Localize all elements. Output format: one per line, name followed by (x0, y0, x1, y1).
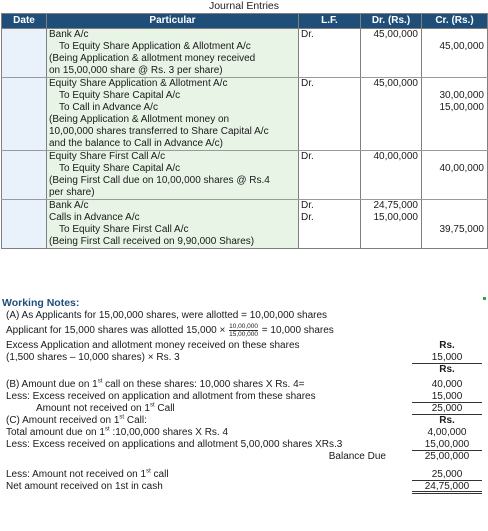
dr-cell (361, 78, 422, 151)
note-c-line2: Total amount due on 1st :10,00,000 shares X Rs. 4 4,00,000 (6, 426, 467, 438)
cr-cell-line (422, 151, 487, 163)
cr-cell-line (422, 78, 487, 90)
lf-cell-line (299, 65, 360, 77)
particular-cell-line: 10,00,000 shares transferred to Share Capital A/c (49, 126, 269, 137)
lf-cell-line (299, 90, 360, 102)
cr-cell-line (422, 29, 487, 41)
dr-cell-line (361, 114, 421, 126)
cr-cell-line (422, 65, 487, 77)
cr-cell (422, 29, 488, 78)
dr-cell-line (361, 53, 421, 65)
cr-cell-line (422, 175, 487, 187)
header-date: Date (2, 14, 47, 29)
cr-cell-line (422, 138, 487, 150)
cr-cell-line: 40,00,000 (439, 163, 484, 174)
cr-cell-line: 15,00,000 (439, 102, 484, 113)
note-c-balance: Balance Due 25,00,000 (328, 451, 470, 462)
note-c-line6: Net amount received on 1st in cash 24,75,000 (2, 481, 486, 493)
dr-cell-line (361, 163, 421, 175)
dr-cell-line (361, 90, 421, 102)
lf-cell (299, 151, 361, 200)
cr-cell-line (422, 187, 487, 199)
dr-cell-line (361, 175, 421, 187)
dr-cell-line: 15,00,000 (373, 212, 418, 223)
lf-cell (299, 200, 361, 249)
dr-cell-line (361, 65, 421, 77)
dr-cell-line: 40,00,000 (373, 151, 418, 162)
lf-cell-line: Dr. (301, 78, 314, 89)
journal-table (1, 13, 488, 249)
lf-cell (299, 29, 361, 78)
particular-cell-line: (Being Application & Allotment money on (49, 114, 230, 125)
lf-cell-line (299, 41, 360, 53)
cr-cell-line: 45,00,000 (439, 41, 484, 52)
lf-cell-line (299, 53, 360, 65)
cr-cell-line (422, 212, 487, 224)
cr-cell-line (422, 126, 487, 138)
cr-cell-line (422, 53, 487, 65)
cr-cell-line (422, 236, 487, 248)
header-dr: Dr. (Rs.) (361, 14, 422, 29)
lf-cell-line: Dr. (301, 29, 314, 40)
lf-cell-line (299, 163, 360, 175)
cr-cell (422, 78, 488, 151)
date-cell (2, 151, 47, 200)
cr-cell-line (422, 114, 487, 126)
date-cell (2, 200, 47, 249)
dr-cell (361, 200, 422, 249)
cr-cell-line: 39,75,000 (439, 224, 484, 235)
particular-cell-line: To Equity Share Capital A/c (59, 90, 181, 101)
particular-cell-line: Calls in Advance A/c (49, 212, 140, 223)
dr-cell (361, 151, 422, 200)
particular-cell (47, 29, 299, 78)
particular-cell (47, 151, 299, 200)
dr-cell-line (361, 224, 421, 236)
dr-cell-line (361, 138, 421, 150)
cr-cell-line (422, 200, 487, 212)
particular-cell-line: To Call in Advance A/c (59, 102, 158, 113)
date-cell (2, 78, 47, 151)
b-rs-row: Rs. (439, 364, 455, 375)
table-header-row (2, 14, 488, 29)
dr-cell-line (361, 187, 421, 199)
particular-cell-line: To Equity Share First Call A/c (59, 224, 189, 235)
dr-cell-line: 24,75,000 (373, 200, 418, 211)
lf-cell-line: Dr. (301, 212, 314, 223)
header-lf: L.F. (299, 14, 361, 29)
date-cell (2, 29, 47, 78)
note-c-line1: (C) Amount received on 1st Call: Rs. (6, 414, 455, 426)
particular-cell-line: To Equity Share Application & Allotment A/c (59, 41, 251, 52)
note-a-line2: Applicant for 15,000 shares was allotted 15,000 × $\frac{10,00,000}{15,00,000}$ = 10,000 shares (6, 323, 334, 338)
dr-cell-line (361, 41, 421, 53)
particular-cell-line: and the balance to Call in Advance A/c) (49, 138, 224, 149)
lf-cell-line: Dr. (301, 200, 314, 211)
particular-cell-line: on 15,00,000 share @ Rs. 3 per share) (49, 65, 223, 76)
cr-cell-line: 30,00,000 (439, 90, 484, 101)
particular-cell (47, 78, 299, 151)
particular-cell-line: Equity Share Application & Allotment A/c (49, 78, 228, 89)
particular-cell (47, 200, 299, 249)
excess-line1: Excess Application and allotment money received on these shares Rs. (6, 340, 455, 351)
particular-cell-line: (Being First Call received on 9,90,000 Shares) (49, 236, 255, 247)
particular-cell-line: Bank A/c (49, 200, 89, 211)
header-cr: Cr. (Rs.) (422, 14, 488, 29)
particular-cell-line: per share) (49, 187, 95, 198)
particular-cell-line: To Equity Share Capital A/c (59, 163, 181, 174)
lf-cell-line (299, 138, 360, 150)
dr-cell-line (361, 102, 421, 114)
particular-cell-line: (Being Application & allotment money received (49, 53, 256, 64)
dr-cell-line (361, 126, 421, 138)
note-b-line2: Less: Excess received on application and allotment from these shares 15,000 (2, 391, 486, 403)
lf-cell (299, 78, 361, 151)
table-row (2, 78, 488, 151)
table-row (2, 200, 488, 249)
header-particular: Particular (47, 14, 299, 29)
note-b-line3: Amount not received on 1st Call 25,000 (2, 403, 486, 415)
note-c-line5: Less: Amount not received on 1st call 25,000 (2, 469, 486, 481)
dr-cell-line: 45,00,000 (373, 29, 418, 40)
particular-cell-line: (Being First Call due on 10,00,000 shares @ Rs.4 (49, 175, 270, 186)
cr-cell (422, 200, 488, 249)
table-row (2, 29, 488, 78)
lf-cell-line (299, 114, 360, 126)
lf-cell-line (299, 236, 360, 248)
table-row (2, 151, 488, 200)
lf-cell-line (299, 187, 360, 199)
dr-cell (361, 29, 422, 78)
note-b-line1: (B) Amount due on 1st call on these shares: 10,000 shares X Rs. 4= 40,000 (6, 378, 463, 390)
lf-cell-line (299, 126, 360, 138)
particular-cell-line: Equity Share First Call A/c (49, 151, 166, 162)
lf-cell-line (299, 175, 360, 187)
dr-cell-line: 45,00,000 (373, 78, 418, 89)
note-c-line3: Less: Excess received on applications and allotment 5,00,000 shares XRs.3 15,00,000 (2, 439, 486, 451)
note-a-line1: (A) As Applicants for 15,00,000 shares, were allotted = 10,00,000 shares (6, 310, 328, 321)
particular-cell-line: Bank A/c (49, 29, 89, 40)
page-title: Journal Entries (208, 0, 280, 12)
lf-cell-line (299, 102, 360, 114)
lf-cell-line: Dr. (301, 151, 314, 162)
dr-cell-line (361, 236, 421, 248)
working-notes (2, 297, 486, 493)
notes-title: Working Notes: (2, 297, 80, 309)
lf-cell-line (299, 224, 360, 236)
excess-line2: (1,500 shares – 10,000 shares) × Rs. 3 15,000 (2, 352, 486, 364)
fraction: $\frac{10,00,000}{15,00,000}$ (229, 323, 259, 338)
cr-cell (422, 151, 488, 200)
